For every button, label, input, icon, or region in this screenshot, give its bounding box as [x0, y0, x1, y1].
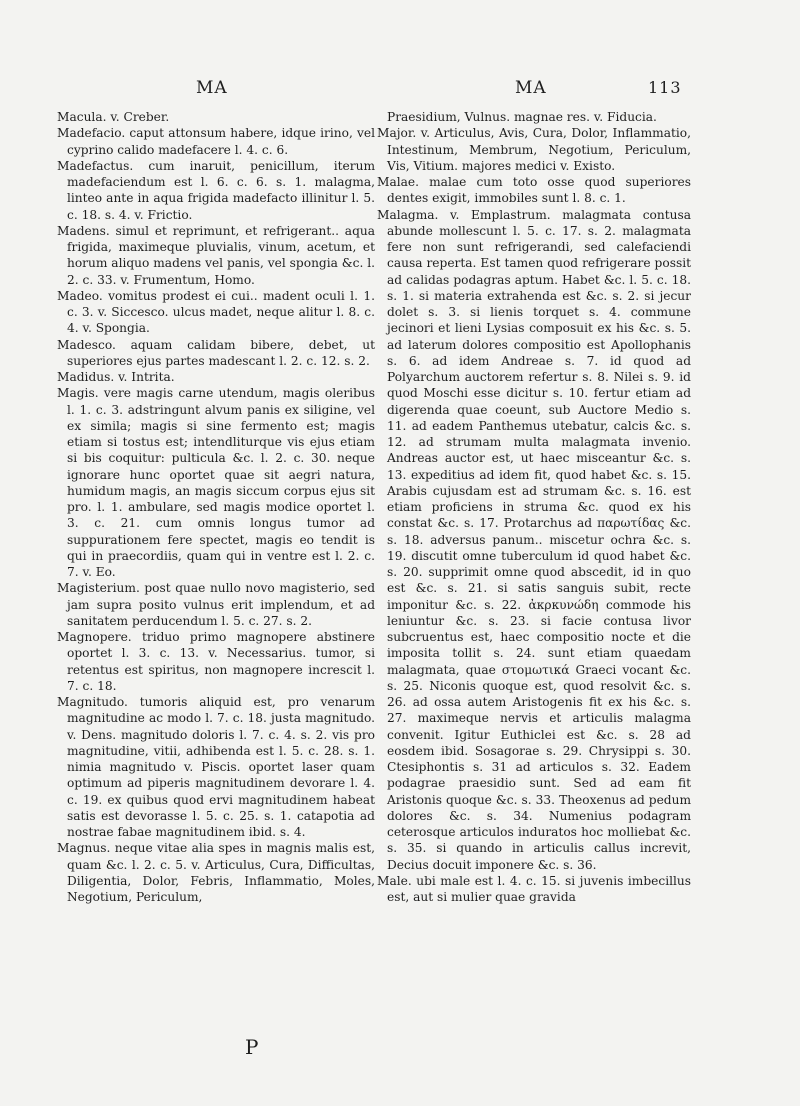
left-column [57, 109, 375, 905]
entry-madens: Madens. simul et reprimunt, et refrigerant.. aqua frigida, maximeque pluvialis, vinum, acetum, et horum aliquo madens vel panis, vel spongia &c. l. 2. c. 33. v. Frumentum, Homo. [57, 223, 375, 287]
entry-malagma: Malagma. v. Emplastrum. malagmata contusa abunde mollescunt l. 5. c. 17. s. 2. malagmata fere non sunt refrigerandi, sed calefaciendi causa reperta. Est tamen quod refrigerare possit ad calidas podagras aptum. Habet &c. l. 5. c. 18. s. 1. si materia extrahenda est &c. s. 2. si jecur dolet s. 3. si lienis torquet s. 4. commune jecinori et lieni Lysias composuit ex his &c. s. 5. ad laterum dolores compositio est Apollophanis s. 6. ad idem Andreae s. 7. id quod ad Polyarchum auctorem refertur s. 8. Nilei s. 9. id quod Moschi esse dicitur s. 10. fertur etiam ad digerenda quae coeunt, sub Auctore Medio s. 11. ad eadem Panthemus utebatur, calcis &c. s. 12. ad strumam multa malagmata invenio. Andreas auctor est, ut haec misceantur &c. s. 13. expeditius ad idem fit, quod habet &c. s. 15. Arabis cujusdam est ad strumam &c. s. 16. est etiam proficiens in struma &c. quod ex his constat &c. s. 17. Protarchus ad παρωτίδας &c. s. 18. adversus panum.. miscetur ochra &c. s. 19. discutit omne tuberculum id quod habet &c. s. 20. supprimit omne quod abscedit, id in quo est &c. s. 21. si satis sanguis subit, recte imponitur &c. s. 22. ἀκρκυνώδη commode his leniuntur &c. s. 23. si facie contusa livor subcruentus est, haec compositio nocte et die imposita tollit s. 24. sunt etiam quaedam malagmata, quae στομωτικά Graeci vocant &c. s. 25. Niconis quoque est, quod resolvit &c. s. 26. ad ossa autem Aristogenis fit ex his &c. s. 27. maximeque nervis et articulis malagma convenit. Igitur Euthiclei est &c. s. 28 ad eosdem ibid. Sosagorae s. 29. Chrysippi s. 30. Ctesiphontis s. 31 ad articulos s. 32. Eadem podagrae praesidio sunt. Sed ad eam fit Aristonis quoque &c. s. 33. Theoxenus ad pedum dolores &c. s. 34. Numenius podagram ceterosque articulos induratos hoc molliebat &c. s. 35. si quando in articulis callus increvit, Decius docuit imponere &c. s. 36. [377, 207, 691, 872]
entry-madefactus: Madefactus. cum inaruit, penicillum, iterum madefaciendum est l. 6. c. 6. s. 1. malagma, linteo ante in aqua frigida madefacto illinitur l. 5. c. 18. s. 4. v. Frictio. [57, 158, 375, 222]
printer-signature: P [245, 1035, 259, 1059]
entry-major: Major. v. Articulus, Avis, Cura, Dolor, Inflammatio, Intestinum, Membrum, Negotium, Periculum, Vis, Vitium. majores medici v. Existo. [377, 126, 691, 173]
right-column [377, 109, 691, 905]
entry-macula: Macula. v. Creber. [57, 110, 170, 124]
running-head-right: MA [515, 78, 547, 98]
entry-continued: Praesidium, Vulnus. magnae res. v. Fiducia. [387, 110, 657, 124]
running-head-left: MA [196, 78, 228, 98]
entry-madesco: Madesco. aquam calidam bibere, debet, ut superiores ejus partes madescant l. 2. c. 12. s. 2. [57, 337, 375, 368]
entry-magisterium: Magisterium. post quae nullo novo magisterio, sed jam supra posito vulnus erit implendum, et ad sanitatem perducendum l. 5. c. 27. s. 2. [57, 581, 375, 628]
entry-magnopere: Magnopere. triduo primo magnopere abstinere oportet l. 3. c. 13. v. Necessarius. tumor, si retentus est spiritus, non magnopere increscit l. 7. c. 18. [57, 630, 375, 693]
entry-male: Male. ubi male est l. 4. c. 15. si juvenis imbecillus est, aut si mulier quae gravida [377, 873, 691, 904]
entry-madeo: Madeo. vomitus prodest ei cui.. madent oculi l. 1. c. 3. v. Siccesco. ulcus madet, neque alitur l. 8. c. 4. v. Spongia. [57, 288, 375, 336]
entry-magnus: Magnus. neque vitae alia spes in magnis malis est, quam &c. l. 2. c. 5. v. Articulus, Cura, Difficultas, Diligentia, Dolor, Febris, Inflammatio, Moles, Negotium, Periculum, [57, 841, 375, 904]
entry-malae: Malae. malae cum toto osse quod superiores dentes exigit, immobiles sunt l. 8. c. 1. [377, 175, 691, 206]
entry-madidus: Madidus. v. Intrita. [57, 370, 175, 384]
page-number: 113 [648, 78, 682, 97]
entry-magnitudo: Magnitudo. tumoris aliquid est, pro venarum magnitudine ac modo l. 7. c. 18. justa magnitudo. v. Dens. magnitudo doloris l. 7. c. 4. s. 2. vis pro magnitudine, vitii, adhibenda est l. 5. c. 28. s. 1. nimia magnitudo v. Piscis. oportet laser quam optimum ad piperis magnitudinem devorare l. 4. c. 19. ex quibus quod ervi magnitudinem habeat satis est devorasse l. 5. c. 25. s. 1. catapotia ad nostrae fabae magnitudinem ibid. s. 4. [57, 695, 375, 839]
entry-magis: Magis. vere magis carne utendum, magis oleribus l. 1. c. 3. adstringunt alvum panis ex siligine, vel ex simila; magis si sine fermento est; magis etiam si tostus est; intendliturque vis ejus etiam si bis coquitur: pulticula &c. l. 2. c. 30. neque ignorare hunc oportet quae sit aegri natura, humidum magis, an magis siccum corpus ejus sit pro. l. 1. ambulare, sed magis modice oportet l. 3. c. 21. cum omnis longus tumor ad suppurationem fere spectet, magis eo tendit is qui in praecordiis, quam qui in ventre est l. 2. c. 7. v. Eo. [57, 386, 375, 579]
entry-madefacio: Madefacio. caput attonsum habere, idque irino, vel cyprino calido madefacere l. 4. c. 6. [57, 126, 375, 157]
